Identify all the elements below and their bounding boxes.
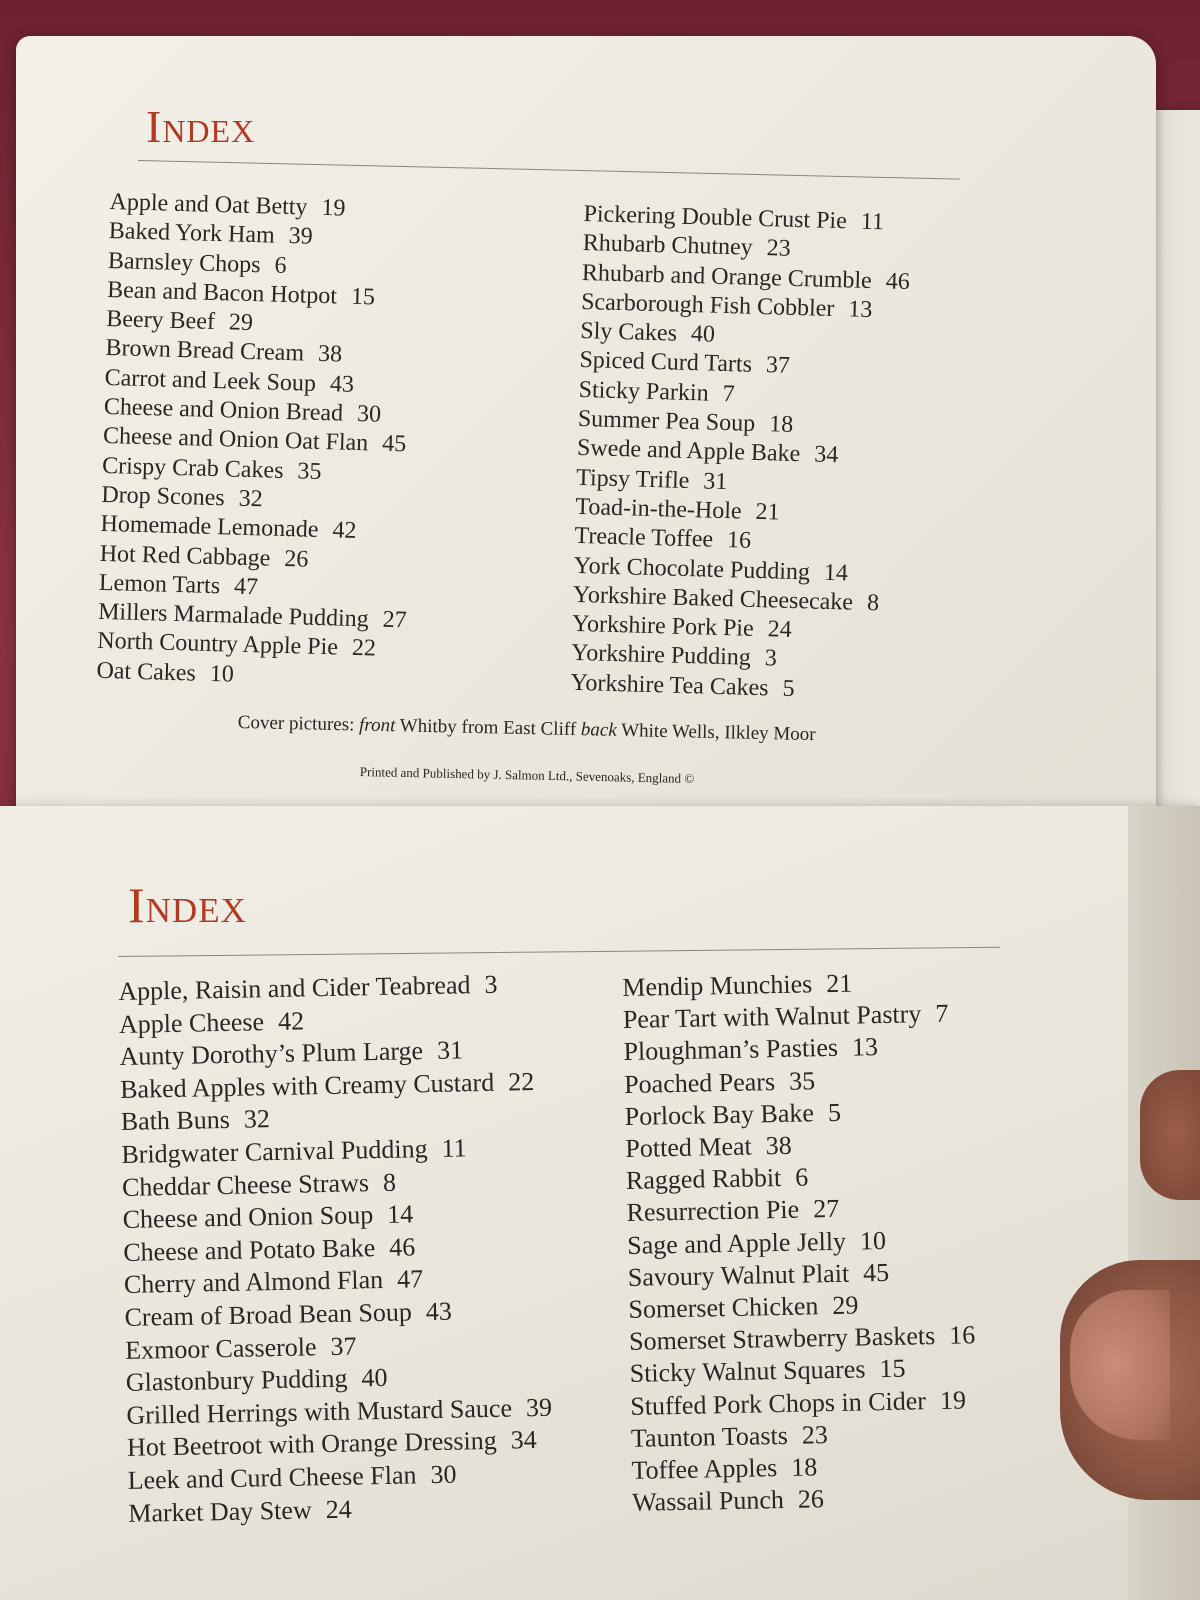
index-entry-page: 22	[351, 635, 377, 663]
index-entry-page: 19	[939, 1385, 967, 1415]
index-entry-page: 32	[243, 1104, 271, 1134]
index-entry-title: Brown Bread Cream	[105, 335, 305, 367]
index-entry-page: 43	[425, 1296, 453, 1327]
index-entry-page: 34	[510, 1425, 537, 1455]
index-entry-title: Glastonbury Pudding	[125, 1363, 348, 1398]
index-entry-title: Cheese and Potato Bake	[123, 1232, 376, 1267]
index-entry-page: 7	[722, 380, 736, 408]
index-entry-title: Cheese and Onion Bread	[103, 393, 344, 427]
index-entry-title: Beery Beef	[105, 306, 216, 336]
index-entry-title: Toad-in-the-Hole	[575, 493, 742, 525]
index-entry-title: Leek and Curd Cheese Flan	[127, 1460, 417, 1495]
index-entry-page: 8	[866, 589, 880, 617]
index-entry-title: Yorkshire Pork Pie	[571, 610, 755, 643]
index-entry-page: 8	[382, 1167, 397, 1197]
index-entry-title: Aunty Dorothy’s Plum Large	[119, 1036, 424, 1072]
index-entry-title: Cream of Broad Bean Soup	[124, 1297, 413, 1332]
index-entry-page: 37	[765, 352, 791, 380]
index-entry-page: 35	[297, 458, 322, 485]
index-entry-page: 16	[726, 527, 752, 555]
index-entry-page: 21	[825, 968, 853, 999]
index-entry-title: Homemade Lemonade	[100, 511, 319, 544]
index-entry-title: Rhubarb Chutney	[582, 230, 754, 262]
index-entry-page: 39	[288, 223, 314, 250]
index-entry	[632, 1481, 979, 1520]
top-index-left-column	[96, 188, 418, 694]
index-entry-page: 27	[812, 1194, 840, 1224]
index-entry-page: 34	[813, 441, 839, 469]
index-entry-page: 42	[332, 517, 357, 545]
index-entry-title: Scarborough Fish Cobbler	[580, 288, 835, 322]
index-entry-page: 16	[948, 1320, 976, 1351]
index-entry-page: 22	[507, 1066, 535, 1097]
index-entry-title: Sly Cakes	[579, 318, 678, 347]
index-entry-title: Wassail Punch	[631, 1485, 785, 1518]
index-entry-page: 13	[848, 296, 873, 323]
index-entry-page: 19	[321, 194, 346, 222]
index-entry-page: 6	[274, 252, 287, 279]
index-entry-title: Somerset Strawberry Baskets	[628, 1321, 936, 1357]
index-entry-page: 31	[703, 468, 728, 495]
index-entry-page: 31	[436, 1035, 464, 1066]
index-entry-page: 6	[794, 1162, 809, 1192]
index-entry-title: Hot Beetroot with Orange Dressing	[126, 1426, 497, 1463]
index-entry-page: 24	[767, 616, 793, 644]
index-entry-page: 14	[386, 1199, 414, 1230]
index-entry-title: Toffee Apples	[631, 1453, 778, 1485]
index-entry-title: Apple, Raisin and Cider Teabread	[118, 970, 471, 1006]
index-entry-title: Porlock Bay Bake	[624, 1098, 815, 1131]
index-entry-page: 27	[382, 606, 408, 634]
index-entry-title: Yorkshire Tea Cakes	[570, 669, 769, 702]
index-entry-page: 23	[766, 235, 792, 263]
index-entry-title: Spiced Curd Tarts	[579, 347, 753, 379]
index-entry-title: Lemon Tarts	[98, 569, 221, 600]
index-entry-page: 3	[484, 969, 498, 999]
index-entry-page: 30	[430, 1459, 457, 1489]
index-entry-title: Exmoor Casserole	[124, 1331, 317, 1365]
index-entry-title: Sticky Walnut Squares	[629, 1354, 866, 1389]
index-entry-title: Swede and Apple Bake	[576, 435, 801, 468]
top-index-heading: Index	[146, 101, 256, 152]
index-entry-page: 47	[396, 1264, 424, 1295]
index-entry-title: Apple Cheese	[118, 1006, 265, 1039]
index-entry-title: Barnsley Chops	[107, 247, 261, 278]
index-entry-page: 30	[356, 401, 382, 428]
index-entry-page: 23	[801, 1419, 829, 1450]
index-entry-page: 43	[329, 371, 355, 398]
index-entry-page: 10	[859, 1225, 887, 1256]
index-entry-page: 40	[361, 1363, 388, 1393]
index-entry-title: Baked York Ham	[108, 218, 276, 249]
index-entry-title: Ploughman’s Pasties	[623, 1033, 839, 1067]
index-entry-title: Mendip Munchies	[622, 969, 813, 1002]
index-entry-page: 46	[885, 268, 911, 295]
index-entry-page: 29	[832, 1290, 859, 1321]
index-entry-page: 7	[935, 998, 949, 1029]
index-entry-page: 37	[330, 1331, 357, 1361]
index-entry-page: 18	[790, 1452, 818, 1482]
index-entry-page: 47	[233, 573, 259, 601]
index-entry-title: Sticky Parkin	[578, 376, 710, 407]
index-entry-title: Rhubarb and Orange Crumble	[581, 259, 873, 294]
index-entry-title: Pear Tart with Walnut Pastry	[622, 999, 922, 1035]
cover-front-text: Whitby from East Cliff	[399, 715, 577, 741]
index-entry-title: Bridgwater Carnival Pudding	[121, 1134, 428, 1169]
index-entry-title: Bath Buns	[120, 1105, 231, 1137]
index-entry-title: Market Day Stew	[128, 1494, 312, 1528]
bottom-index-heading: Index	[128, 877, 247, 933]
index-entry-title: Grilled Herrings with Mustard Sauce	[126, 1393, 513, 1430]
index-entry-title: York Chocolate Pudding	[573, 552, 811, 586]
index-entry-title: Ragged Rabbit	[625, 1163, 782, 1196]
index-entry-title: Bean and Bacon Hotpot	[106, 276, 338, 310]
index-entry	[630, 1384, 977, 1423]
publisher-line: Printed and Published by J. Salmon Ltd., Sevenoaks, England ©	[359, 764, 695, 787]
index-entry-title: Cherry and Almond Flan	[123, 1265, 384, 1300]
index-entry-page: 35	[788, 1065, 816, 1096]
index-entry-title: North Country Apple Pie	[96, 628, 339, 661]
index-entry-title: Pickering Double Crust Pie	[583, 200, 848, 235]
index-entry-title: Stuffed Pork Chops in Cider	[630, 1385, 927, 1421]
index-entry-title: Savoury Walnut Plait	[627, 1258, 850, 1292]
index-entry-page: 38	[765, 1130, 793, 1161]
index-entry-title: Hot Red Cabbage	[99, 540, 271, 572]
index-entry-title: Drop Scones	[101, 481, 226, 512]
index-entry-title: Yorkshire Baked Cheesecake	[572, 581, 854, 616]
index-entry-page: 15	[879, 1354, 906, 1384]
index-entry-page: 24	[325, 1494, 352, 1524]
index-entry-title: Potted Meat	[625, 1131, 753, 1163]
cover-back-word: back	[580, 719, 618, 741]
index-entry-page: 26	[283, 545, 309, 573]
index-entry-page: 26	[797, 1484, 825, 1514]
index-entry-title: Treacle Toffee	[574, 523, 714, 553]
cover-back-text: White Wells, Ilkley Moor	[620, 720, 816, 746]
index-entry-page: 5	[827, 1097, 842, 1127]
index-entry-page: 29	[228, 309, 254, 337]
index-entry-page: 45	[862, 1257, 890, 1288]
index-entry-page: 13	[851, 1032, 879, 1063]
index-entry-page: 5	[782, 675, 795, 702]
index-entry-title: Yorkshire Pudding	[570, 640, 752, 672]
cover-front-word: front	[358, 714, 396, 737]
index-entry-title: Resurrection Pie	[626, 1195, 800, 1228]
bottom-index-left-column	[118, 968, 554, 1530]
index-entry-page: 10	[209, 660, 235, 688]
index-entry-title: Poached Pears	[623, 1066, 776, 1099]
top-index-right-column	[570, 200, 912, 707]
index-entry-page: 14	[823, 559, 849, 587]
index-entry-title: Carrot and Leek Soup	[104, 364, 317, 397]
index-entry-title: Cheddar Cheese Straws	[121, 1167, 370, 1202]
index-entry-page: 46	[388, 1232, 416, 1262]
index-entry-title: Summer Pea Soup	[577, 405, 756, 437]
finger-upper	[1140, 1070, 1200, 1200]
index-entry-title: Millers Marmalade Pudding	[97, 598, 370, 633]
index-entry-title: Oat Cakes	[96, 657, 197, 687]
index-entry-title: Sage and Apple Jelly	[626, 1226, 847, 1260]
index-entry-title: Tipsy Trifle	[575, 464, 690, 494]
index-entry-title: Apple and Oat Betty	[109, 188, 308, 221]
bottom-index-right-column	[622, 965, 979, 1519]
index-entry-title: Baked Apples with Creamy Custard	[119, 1067, 495, 1104]
index-entry-title: Crispy Crab Cakes	[101, 452, 284, 484]
index-entry-page: 3	[764, 645, 778, 673]
index-entry-title: Somerset Chicken	[628, 1291, 819, 1324]
index-entry-page: 42	[277, 1006, 305, 1036]
index-entry-title: Cheese and Onion Oat Flan	[102, 423, 369, 457]
index-entry-page: 11	[441, 1133, 467, 1163]
index-entry-page: 45	[381, 431, 407, 458]
index-entry-page: 15	[350, 283, 376, 311]
index-entry-page: 18	[768, 411, 794, 438]
index-entry-page: 21	[755, 498, 780, 526]
index-entry-title: Cheese and Onion Soup	[122, 1200, 374, 1235]
index-entry-title: Taunton Toasts	[630, 1420, 789, 1453]
index-entry-page: 38	[317, 341, 343, 369]
cover-label: Cover pictures:	[237, 712, 355, 736]
index-entry-page: 32	[238, 485, 264, 513]
index-entry-page: 11	[860, 208, 885, 236]
index-entry-page: 40	[690, 321, 716, 348]
index-entry-page: 39	[525, 1392, 553, 1422]
